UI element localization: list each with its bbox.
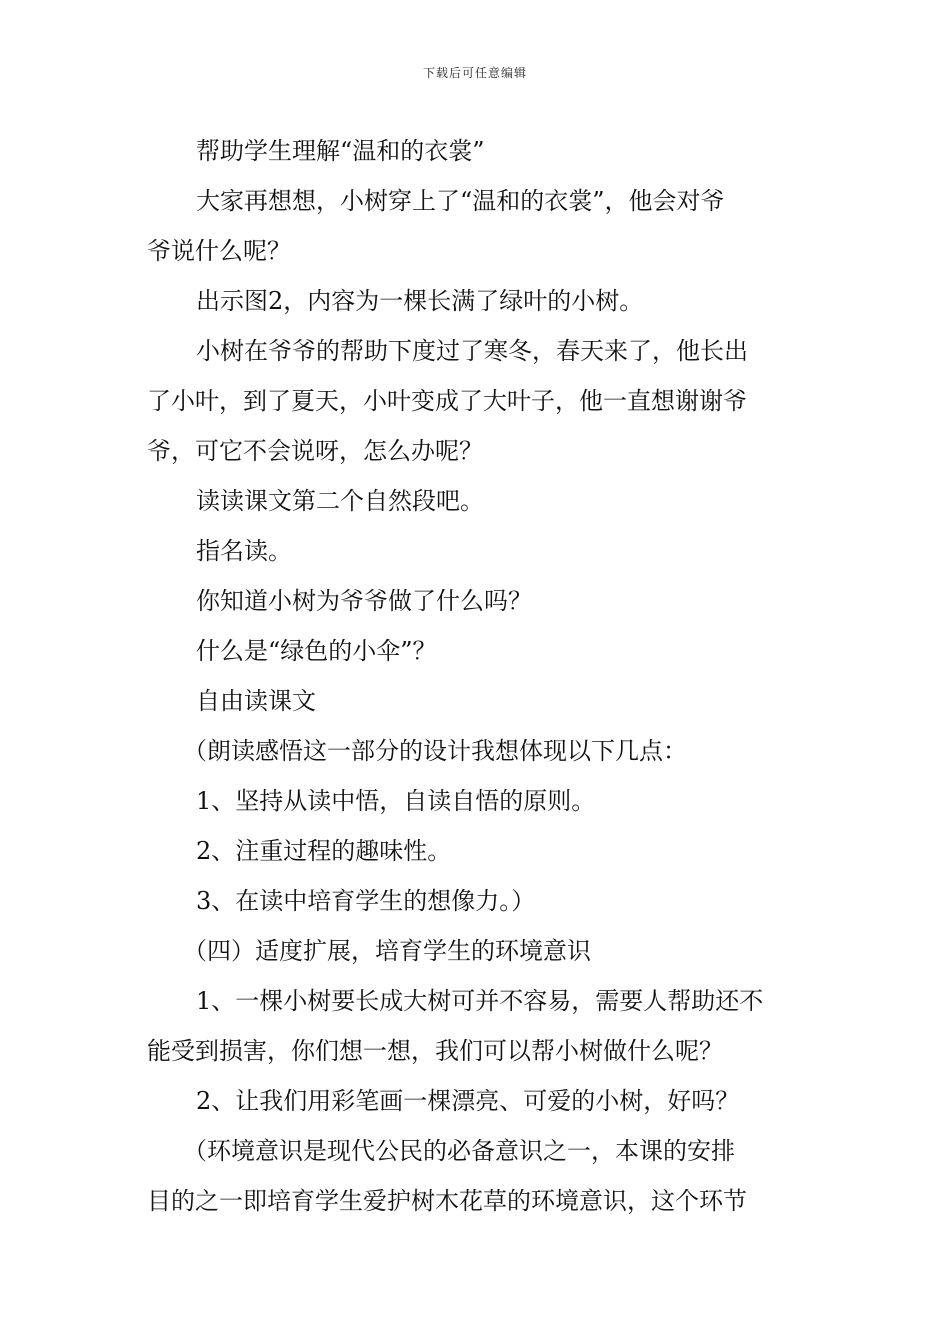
paragraph-line: 小树在爷爷的帮助下度过了寒冬，春天来了，他长出 [196,337,748,365]
paragraph-line: 爷，可它不会说呀，怎么办呢？ [147,437,483,465]
paragraph-line: 帮助学生理解“温和的衣裳” [196,137,485,165]
paragraph-line: 指名读。 [196,537,292,565]
paragraph-line: 读读课文第二个自然段吧。 [196,487,484,515]
document-body [147,126,812,1226]
paragraph-line: 能受到损害，你们想一想，我们可以帮小树做什么呢？ [147,1037,723,1065]
paragraph-line: 1、一棵小树要长成大树可并不容易，需要人帮助还不 [196,987,764,1015]
section-heading: （四）适度扩展，培育学生的环境意识 [183,937,591,965]
paragraph-line: 出示图2，内容为一棵长满了绿叶的小树。 [196,287,644,315]
paragraph-line: 2、注重过程的趣味性。 [196,837,452,865]
paragraph-line: （朗读感悟这一部分的设计我想体现以下几点： [183,737,687,765]
paragraph-line: 1、坚持从读中悟，自读自悟的原则。 [196,787,596,815]
paragraph-line: 你知道小树为爷爷做了什么吗？ [196,587,532,615]
paragraph-line: 了小叶，到了夏天，小叶变成了大叶子，他一直想谢谢爷 [147,387,747,415]
paragraph-line: 大家再想想，小树穿上了“温和的衣裳”，他会对爷 [196,187,725,215]
paragraph-line: 自由读课文 [196,687,316,715]
paragraph-line: 目的之一即培育学生爱护树木花草的环境意识，这个环节 [147,1187,747,1215]
paragraph-line: 爷说什么呢？ [147,237,291,265]
paragraph-line: 什么是“绿色的小伞”？ [196,637,437,665]
page-header: 下载后可任意编辑 [422,66,527,80]
paragraph-line: （环境意识是现代公民的必备意识之一，本课的安排 [183,1137,735,1165]
paragraph-line: 3、在读中培育学生的想像力。） [196,887,536,915]
paragraph-line: 2、让我们用彩笔画一棵漂亮、可爱的小树，好吗？ [196,1087,740,1115]
